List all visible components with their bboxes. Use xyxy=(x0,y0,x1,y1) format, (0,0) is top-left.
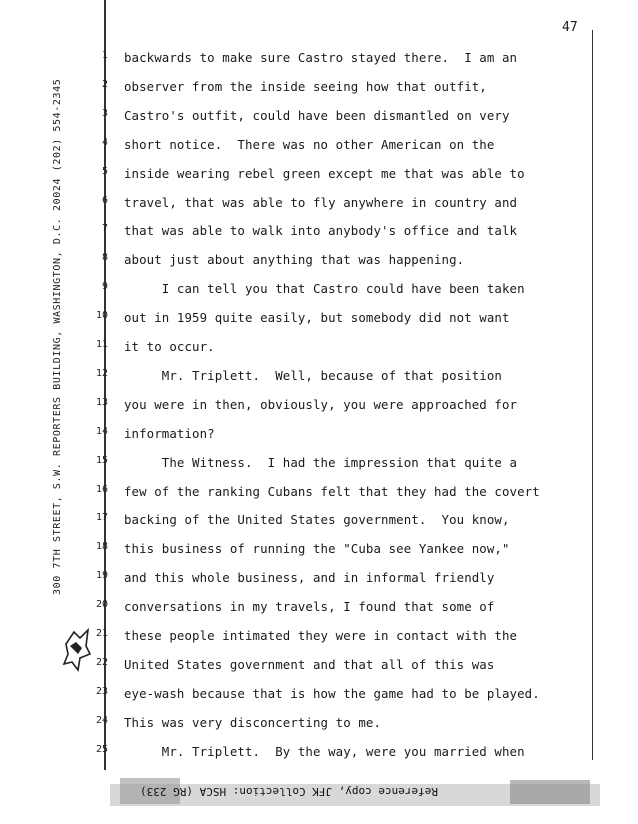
transcript-line: out in 1959 quite easily, but somebody did not want xyxy=(124,310,510,326)
line-number: 9 xyxy=(101,281,108,293)
line-number: 6 xyxy=(101,194,108,206)
line-number: 24 xyxy=(95,714,108,726)
transcript-line: that was able to walk into anybody's office and talk xyxy=(124,223,518,239)
transcript-line: information? xyxy=(124,425,215,441)
transcript-line: Mr. Triplett. By the way, were you married when xyxy=(124,743,525,759)
line-number: 13 xyxy=(95,396,108,408)
line-number: 17 xyxy=(95,512,108,524)
line-number: 12 xyxy=(95,367,108,379)
line-number: 22 xyxy=(95,656,108,668)
transcript-line: travel, that was able to fly anywhere in country and xyxy=(124,194,518,210)
reporter-address-margin: 300 7TH STREET, S.W. REPORTERS BUILDING, WASHINGTON, D.C. 20024 (202) 554-2345 xyxy=(52,78,63,595)
line-number: 19 xyxy=(95,570,108,582)
line-number: 8 xyxy=(101,252,108,264)
line-number: 15 xyxy=(95,454,108,466)
transcript-line: inside wearing rebel green except me that was able to xyxy=(124,165,525,181)
line-number: 2 xyxy=(101,78,108,90)
transcript-line: observer from the inside seeing how that outfit, xyxy=(124,78,487,94)
line-number: 3 xyxy=(101,107,108,119)
line-number: 1 xyxy=(101,50,108,61)
transcript-line: This was very disconcerting to me. xyxy=(124,714,382,730)
transcript-line: this business of running the "Cuba see Yankee now," xyxy=(124,541,510,557)
transcript-line: backwards to make sure Castro stayed there. I am an xyxy=(124,50,518,65)
line-number: 20 xyxy=(95,599,108,611)
transcript-line: and this whole business, and in informal friendly xyxy=(124,570,495,586)
archive-reference-footer: Reference copy, JFK Collection: HSCA (RG 233) xyxy=(140,785,439,798)
transcript-line: United States government and that all of this was xyxy=(124,656,495,672)
line-number: 7 xyxy=(101,223,108,235)
line-number: 23 xyxy=(95,685,108,697)
transcript-line: these people intimated they were in contact with the xyxy=(124,628,518,643)
transcript-line: Castro's outfit, could have been dismantled on very xyxy=(124,107,510,123)
transcript-line: backing of the United States government. You know, xyxy=(124,512,510,528)
line-number: 4 xyxy=(101,136,108,148)
line-number: 14 xyxy=(95,425,108,437)
transcript-line: it to occur. xyxy=(124,339,215,354)
page-number: 47 xyxy=(562,20,578,35)
transcript-line: you were in then, obviously, you were approached for xyxy=(124,396,518,412)
line-number: 21 xyxy=(95,628,108,639)
line-number: 18 xyxy=(95,541,108,553)
transcript-line: few of the ranking Cubans felt that they had the covert xyxy=(124,483,540,499)
transcript-line: about just about anything that was happening. xyxy=(124,252,465,268)
transcript-line: conversations in my travels, I found that some of xyxy=(124,599,495,615)
line-number: 11 xyxy=(95,339,108,350)
line-number: 10 xyxy=(95,310,108,322)
line-number: 16 xyxy=(95,483,108,495)
transcript-line: eye-wash because that is how the game had to be played. xyxy=(124,685,540,701)
line-number: 25 xyxy=(95,743,108,755)
transcript-line: short notice. There was no other American on the xyxy=(124,136,495,152)
transcript-line: I can tell you that Castro could have been taken xyxy=(124,281,525,297)
transcript-line: The Witness. I had the impression that quite a xyxy=(124,454,518,470)
line-number: 5 xyxy=(101,165,108,177)
transcript-line: Mr. Triplett. Well, because of that position xyxy=(124,367,502,383)
right-margin-rule xyxy=(592,30,593,760)
